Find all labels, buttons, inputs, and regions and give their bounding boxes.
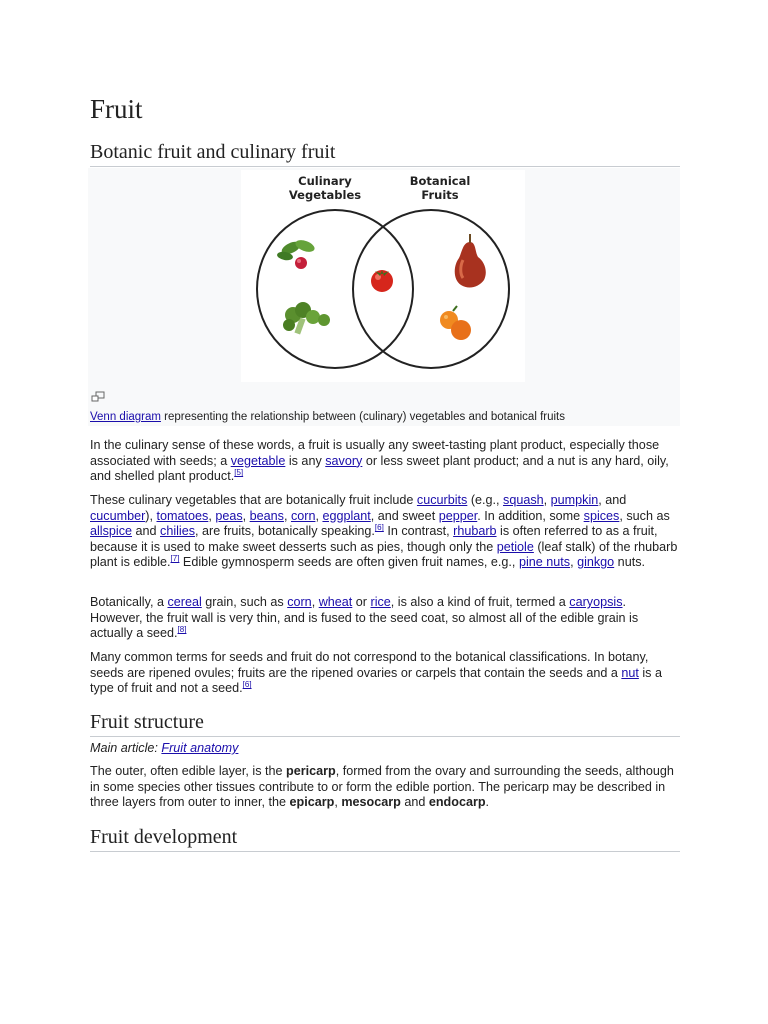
link-pine-nuts[interactable]: pine nuts bbox=[518, 555, 571, 570]
link-pumpkin[interactable]: pumpkin bbox=[550, 493, 599, 507]
vegetables-circle bbox=[257, 210, 413, 368]
link-cucumber[interactable]: cucumber bbox=[90, 508, 146, 523]
venn-figure bbox=[88, 168, 680, 426]
section-heading-development: Fruit development bbox=[90, 825, 680, 852]
term-epicarp: epicarp bbox=[289, 795, 335, 810]
paragraph-1: In the culinary sense of these words, a fruit is usually any sweet-tasting plant product, especially those associated with seeds; a vegetable is any savory or less sweet plant product; and a nut is any hard, oily, and shelled plant product.[5] bbox=[90, 438, 669, 484]
link-wheat[interactable]: wheat bbox=[318, 595, 353, 609]
link-corn[interactable]: corn bbox=[290, 508, 316, 523]
section-heading-structure: Fruit structure bbox=[90, 710, 680, 737]
paragraph-2: These culinary vegetables that are botanically fruit include cucurbits (e.g., squash, pumpkin, and cucumber), tomatoes, peas, beans, corn, eggplant, and sweet pepper. In addition, some spices, such as allspice and chilies, are fruits, botanically speaking.[6] In contrast, rhubarb is often referred to as a fruit, because it is used to make sweet desserts such as pies, though only the petiole (leaf stalk) of the rhubarb plant is edible.[7] Edible gymnosperm seeds are often given fruit names, e.g., pine nuts, ginkgo nuts. bbox=[90, 493, 678, 570]
link-savory[interactable]: savory bbox=[325, 453, 363, 468]
left-label-line1: Culinary bbox=[298, 174, 352, 188]
link-ginkgo[interactable]: ginkgo bbox=[577, 555, 615, 570]
link-vegetable[interactable]: vegetable bbox=[230, 453, 286, 468]
page-title: Fruit bbox=[90, 94, 143, 124]
link-rice[interactable]: rice bbox=[370, 595, 391, 609]
link-chilies[interactable]: chilies bbox=[160, 524, 196, 539]
link-petiole[interactable]: petiole bbox=[496, 539, 534, 554]
link-fruit-anatomy[interactable]: Fruit anatomy bbox=[161, 741, 239, 755]
reference-5[interactable]: [5] bbox=[234, 468, 244, 478]
reference-7[interactable]: [7] bbox=[170, 554, 180, 564]
hatnote: Main article: Fruit anatomy bbox=[90, 741, 239, 755]
paragraph-5: The outer, often edible layer, is the pericarp, formed from the ovary and surrounding the seeds, although in some species other tissues contribute to or form the edible portion. The pericarp may be described in three layers from outer to inner, the epicarp, mesocarp and endocarp. bbox=[90, 764, 674, 810]
link-cucurbits[interactable]: cucurbits bbox=[416, 493, 468, 507]
reference-6b[interactable]: [6] bbox=[242, 680, 252, 690]
term-endocarp: endocarp bbox=[428, 795, 486, 810]
link-allspice[interactable]: allspice bbox=[90, 524, 132, 539]
right-label-line2: Fruits bbox=[421, 188, 459, 202]
link-rhubarb[interactable]: rhubarb bbox=[453, 524, 497, 539]
reference-6[interactable]: [6] bbox=[374, 523, 384, 533]
orange-icon bbox=[440, 306, 471, 340]
enlarge-icon[interactable] bbox=[91, 390, 105, 402]
venn-svg bbox=[241, 170, 525, 382]
paragraph-4: Many common terms for seeds and fruit do not correspond to the botanical classifications. In botany, seeds are ripened ovules; fruits are the ripened ovaries or carpels that contain the seeds and a nut is a type of fruit and not a seed.[6] bbox=[90, 650, 662, 696]
section-heading-botanic: Botanic fruit and culinary fruit bbox=[90, 140, 680, 167]
venn-diagram-image[interactable] bbox=[241, 170, 525, 382]
link-pepper[interactable]: pepper bbox=[438, 508, 478, 523]
broccoli-icon bbox=[283, 302, 330, 335]
pear-icon bbox=[455, 234, 486, 287]
link-squash[interactable]: squash bbox=[503, 493, 544, 507]
tomato-icon bbox=[371, 270, 393, 292]
link-beans[interactable]: beans bbox=[249, 508, 284, 523]
link-spices[interactable]: spices bbox=[583, 508, 620, 523]
venn-diagram-link[interactable]: Venn diagram bbox=[90, 411, 161, 423]
figure-caption: Venn diagram representing the relationship between (culinary) vegetables and botanical fruits bbox=[90, 411, 565, 423]
paragraph-3: Botanically, a cereal grain, such as corn, wheat or rice, is also a kind of fruit, termed a caryopsis. However, the fruit wall is very thin, and is fused to the seed coat, so almost all of the edible grain is actually a seed.[8] bbox=[90, 595, 639, 641]
right-label-line1: Botanical bbox=[409, 174, 471, 188]
link-cereal[interactable]: cereal bbox=[167, 595, 202, 609]
link-peas[interactable]: peas bbox=[215, 508, 243, 523]
term-mesocarp: mesocarp bbox=[341, 795, 401, 810]
reference-8[interactable]: [8] bbox=[177, 625, 187, 635]
link-eggplant[interactable]: eggplant bbox=[322, 508, 371, 523]
link-caryopsis[interactable]: caryopsis bbox=[569, 595, 623, 609]
left-label-line2: Vegetables bbox=[288, 188, 362, 202]
link-nut[interactable]: nut bbox=[621, 665, 639, 680]
term-pericarp: pericarp bbox=[286, 764, 336, 778]
link-corn-2[interactable]: corn bbox=[287, 595, 312, 609]
radish-icon bbox=[276, 238, 316, 269]
link-tomatoes[interactable]: tomatoes bbox=[156, 508, 209, 523]
